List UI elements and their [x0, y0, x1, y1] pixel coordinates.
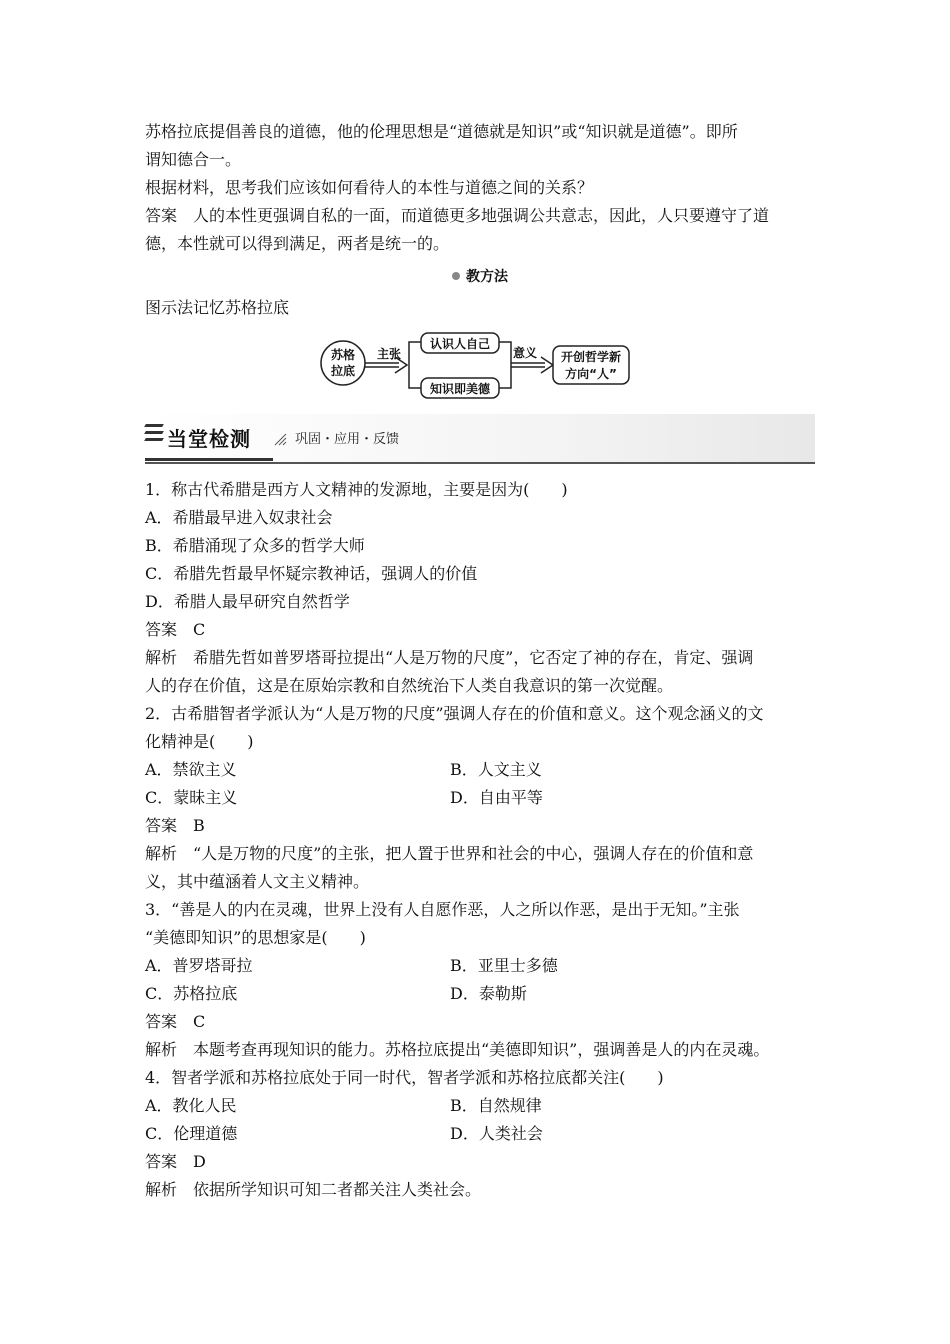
option: C．希腊先哲最早怀疑宗教神话，强调人的价值	[145, 564, 478, 583]
intro-text-line: 谓知德合一。	[145, 150, 242, 169]
intro-block	[145, 118, 815, 258]
option: D．人类社会	[450, 1124, 543, 1143]
option: A．禁欲主义	[145, 760, 237, 779]
intro-answer-line: 德，本性就可以得到满足，两者是统一的。	[145, 234, 450, 253]
analysis-line: 解析 依据所学知识可知二者都关注人类社会。	[145, 1180, 482, 1199]
option: B．希腊涌现了众多的哲学大师	[145, 536, 365, 555]
question-stem: 3．“善是人的内在灵魂，世界上没有人自愿作恶，人之所以作恶，是出于无知。”主张	[145, 900, 740, 919]
question-2	[145, 700, 815, 896]
option: B．自然规律	[450, 1096, 542, 1115]
question-stem: 化精神是( )	[145, 732, 254, 751]
analysis-line: 义，其中蕴涵着人文主义精神。	[145, 872, 370, 891]
option: C．蒙昧主义	[145, 788, 238, 807]
question-stem: “美德即知识”的思想家是( )	[145, 928, 366, 947]
result-label-1: 开创哲学新	[560, 350, 622, 364]
label-left: 主张	[377, 347, 402, 361]
section-title: 当堂检测	[167, 427, 251, 451]
intro-answer-line: 答案 人的本性更强调自私的一面，而道德更多地强调公共意志，因此，人只要遵守了道	[145, 206, 770, 225]
section-subtitle: 巩固・应用・反馈	[295, 432, 400, 447]
option: B．人文主义	[450, 760, 542, 779]
option-row	[145, 980, 815, 1008]
option-row	[145, 1092, 815, 1120]
method-heading-text: 教方法	[466, 269, 508, 285]
question-list	[145, 476, 815, 1204]
box-top-label: 认识人自己	[429, 337, 491, 351]
method-subtitle: 图示法记忆苏格拉底	[145, 298, 290, 317]
answer: 答案 D	[145, 1152, 206, 1171]
option: D．希腊人最早研究自然哲学	[145, 592, 350, 611]
diagram-svg	[145, 324, 815, 402]
section-header	[145, 414, 815, 468]
option: B．亚里士多德	[450, 956, 558, 975]
question-1	[145, 476, 815, 700]
option-row	[145, 784, 815, 812]
question-stem: 1．称古代希腊是西方人文精神的发源地，主要是因为( )	[145, 480, 568, 499]
option: C．伦理道德	[145, 1124, 238, 1143]
question-stem: 2．古希腊智者学派认为“人是万物的尺度”强调人存在的价值和意义。这个观念涵义的文	[145, 704, 764, 723]
center-label-1: 苏格	[330, 348, 356, 362]
option-row	[145, 1120, 815, 1148]
box-bottom-label: 知识即美德	[429, 382, 491, 396]
analysis-line: 解析 本题考查再现知识的能力。苏格拉底提出“美德即知识”，强调善是人的内在灵魂。	[145, 1040, 770, 1059]
stripes-icon	[145, 424, 163, 448]
method-heading	[145, 260, 815, 294]
label-right: 意义	[513, 346, 538, 360]
analysis-line: 解析 “人是万物的尺度”的主张，把人置于世界和社会的中心，强调人存在的价值和意	[145, 844, 754, 863]
analysis-line: 解析 希腊先哲如普罗塔哥拉提出“人是万物的尺度”，它否定了神的存在，肯定、强调	[145, 648, 754, 667]
arrow-icon	[541, 357, 553, 373]
option: A．普罗塔哥拉	[145, 956, 253, 975]
option: D．自由平等	[450, 788, 543, 807]
answer: 答案 B	[145, 816, 205, 835]
result-label-2: 方向“人”	[565, 367, 617, 381]
option: D．泰勒斯	[450, 984, 527, 1003]
question-4	[145, 1064, 815, 1204]
option-row	[145, 756, 815, 784]
document-page	[145, 118, 815, 1204]
center-label-2: 拉底	[330, 364, 356, 378]
analysis-line: 人的存在价值，这是在原始宗教和自然统治下人类自我意识的第一次觉醒。	[145, 676, 674, 695]
option: A．教化人民	[145, 1096, 237, 1115]
option-row	[145, 952, 815, 980]
intro-text-line: 苏格拉底提倡善良的道德，他的伦理思想是“道德就是知识”或“知识就是道德”。即所	[145, 122, 738, 141]
option: C．苏格拉底	[145, 984, 238, 1003]
intro-question: 根据材料，思考我们应该如何看待人的本性与道德之间的关系？	[145, 178, 594, 197]
question-stem: 4．智者学派和苏格拉底处于同一时代，智者学派和苏格拉底都关注( )	[145, 1068, 664, 1087]
socrates-diagram	[145, 324, 815, 402]
corner-icon	[273, 432, 287, 446]
answer: 答案 C	[145, 620, 206, 639]
bullet-icon	[452, 272, 460, 280]
question-3	[145, 896, 815, 1064]
answer: 答案 C	[145, 1012, 206, 1031]
option: A．希腊最早进入奴隶社会	[145, 508, 333, 527]
